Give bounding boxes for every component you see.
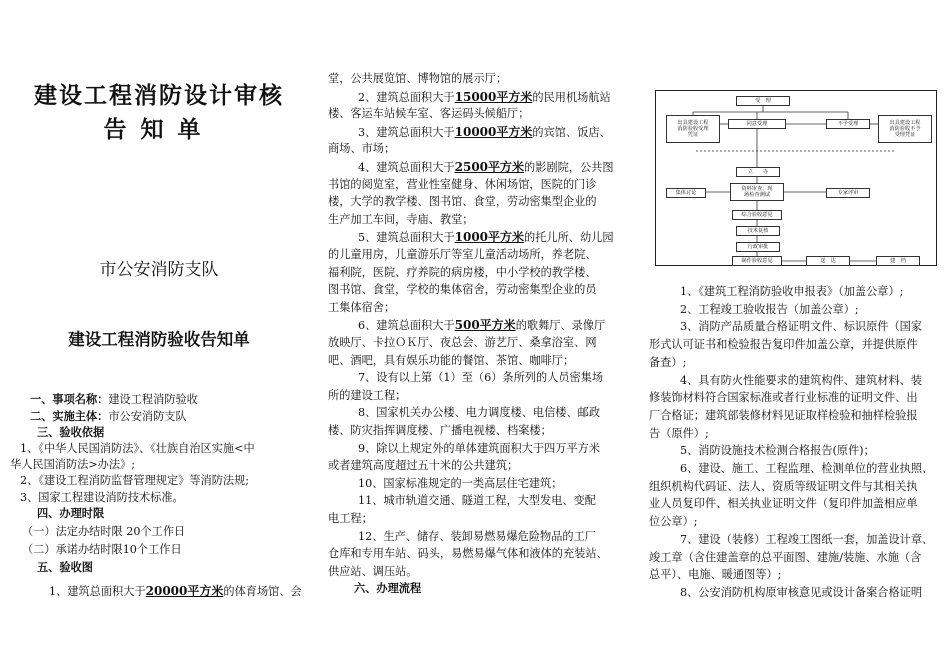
flow-box: 综合验收意见	[732, 210, 782, 220]
line-text: 总平）、电施、暖通图等）;	[649, 568, 782, 582]
line-text: （一）法定办结时限 20个工作日	[22, 525, 186, 538]
col2-line	[328, 423, 552, 439]
col2-line	[358, 124, 611, 141]
line-text: 的民用机场航站	[532, 90, 611, 104]
line-text: 所的建设工程；	[328, 388, 407, 402]
flow-box: 技术复核	[736, 226, 780, 236]
flow-box: 出具建设工程 消防验收不予 受理凭证	[878, 115, 932, 143]
line-text: 4、建筑总面积大于	[358, 161, 455, 174]
line-text: 放映厅、卡拉ＯＫ厅、夜总会、游艺厅、桑拿浴室、网	[328, 336, 597, 349]
col3-line	[649, 426, 709, 442]
line-text: 或者建筑高度超过五十米的公共建筑；	[328, 459, 519, 473]
flow-box: 不予受理	[826, 119, 870, 129]
line-text: 6、建筑总面积大于	[358, 319, 455, 333]
line-text: 商场、市场；	[328, 142, 396, 156]
line-text: 竣工章（含住建盖章的总平面图、建施/装施、水施（含	[649, 550, 922, 564]
line-label: 二、实施主体：	[30, 410, 109, 423]
col3-line	[680, 461, 933, 477]
line-label: 四、办理时限	[37, 507, 105, 520]
col3-line	[649, 408, 918, 424]
line-text: 图书馆、食堂，学校的集体宿舍，劳动密集型企业的员	[328, 283, 597, 297]
flow-box: 专家评审	[826, 188, 870, 198]
line-text: 12、生产、储存、装卸易燃易爆危险物品的工厂	[358, 529, 596, 543]
line-text: 吧、酒吧，具有娱乐功能的餐馆、茶馆、咖啡厅；	[328, 353, 575, 367]
line-label: 三、验收依据	[37, 426, 105, 439]
col2-line	[358, 476, 562, 492]
line-text: 的体育场馆、会	[223, 585, 302, 598]
col2-line	[328, 141, 395, 157]
line-text: 2、工程竣工验收报告（加盖公章）;	[680, 302, 859, 316]
col2-line	[358, 89, 611, 106]
line-text: 3、建筑总面积大于	[358, 125, 455, 139]
col2-line	[358, 159, 614, 176]
col1-line	[22, 542, 182, 558]
line-text: 1、《中华人民国消防法》、《壮族自治区实施<中	[20, 442, 255, 455]
line-text: 组织机构代码证、法人、资质等级证明文件与其相关执	[649, 479, 918, 493]
area-threshold: 10000平方米	[454, 124, 533, 139]
acceptance-notice-title: 建设工程消防验收告知单	[68, 330, 250, 349]
col2-line	[354, 581, 421, 597]
col2-line	[328, 106, 529, 122]
line-text: 楼、客运车站候车室、客运码头候船厅；	[328, 107, 530, 121]
col3-line	[649, 496, 918, 512]
line-text: 2、建筑总面积大于	[358, 90, 455, 104]
line-text: 堂，公共展览馆、博物馆的展示厅；	[328, 72, 508, 85]
area-threshold: 500平方米	[454, 318, 516, 333]
line-text: 市公安消防支队	[108, 410, 187, 423]
line-text: 3、消防产品质量合格证明文件、标识原件（国家	[680, 320, 923, 334]
line-text: 3、国家工程建设消防技术标准。	[20, 491, 184, 504]
col2-line	[328, 335, 597, 351]
line-text: 供应站、调压站。	[328, 564, 418, 578]
line-text: 6、建设、施工、工程监理、检测单位的营业执照、	[680, 462, 934, 475]
col2-line	[358, 493, 596, 509]
line-text: 4、具有防火性能要求的建筑构件、建筑材料、装	[680, 373, 923, 387]
col2-line	[328, 212, 473, 228]
col1-line	[20, 441, 255, 457]
col3-line	[649, 390, 918, 406]
line-text: 告（原件）;	[649, 426, 709, 440]
line-text: 10、国家标准规定的一类高层住宅建筑；	[358, 476, 563, 490]
col2-line	[328, 564, 418, 580]
area-threshold: 20000平方米	[145, 584, 224, 598]
line-text: 备查）;	[649, 355, 687, 369]
line-text: 生产加工车间，寺庙、教堂；	[328, 212, 474, 226]
flow-box: 集体讨论	[666, 188, 706, 198]
flow-box: 立 办	[736, 167, 780, 177]
line-text: 业人员复印件、相关执业证明文件（复印件加盖相应单	[649, 497, 918, 511]
flow-box: 建 档	[876, 256, 920, 266]
col1-line	[30, 409, 187, 425]
line-text: 的儿童用房，儿童游乐厅等室儿童活动场所，养老院、	[328, 248, 597, 261]
area-threshold: 2500平方米	[454, 160, 525, 174]
flow-box: 资料审查、现 场检查测试	[730, 183, 784, 201]
line-text: 5、建筑总面积大于	[358, 231, 455, 245]
line-text: 华人民国消防法>办法》;	[10, 458, 136, 471]
cover-title-line1: 建设工程消防设计审核	[34, 83, 284, 109]
col2-line	[328, 511, 373, 527]
col2-line	[358, 405, 600, 421]
line-text: 书馆的阅览室，营业性室健身、休闲场馆，医院的门诊	[328, 177, 597, 191]
area-threshold: 1000平方米	[454, 230, 525, 245]
col2-line	[328, 388, 406, 404]
line-text: 厂合格证；建筑部装修材料见证取样检验和抽样检验报	[649, 408, 918, 422]
line-text: 仓库和专用车站、码头，易燃易爆气体和液体的充装站、	[328, 547, 608, 561]
col3-line	[649, 337, 918, 353]
col3-line	[680, 284, 903, 300]
process-flowchart	[655, 90, 937, 266]
col2-line	[358, 370, 603, 386]
col1-line	[49, 583, 302, 600]
line-text: 2、《建设工程消防监督管理规定》等消防法规;	[20, 474, 250, 487]
right-column	[638, 0, 950, 672]
col3-line	[649, 514, 698, 530]
col2-line	[328, 546, 608, 562]
col2-line	[328, 282, 597, 298]
col1-line	[37, 506, 104, 522]
col2-line	[358, 317, 605, 334]
col1-line	[37, 560, 93, 576]
line-text: 的歌舞厅、录像厅	[515, 319, 606, 333]
line-text: 楼，大学的教学楼、图书馆、食堂，劳动密集型企业的	[328, 195, 597, 209]
col2-line	[328, 247, 597, 263]
col2-line	[328, 177, 597, 193]
department-name: 市公安消防支队	[99, 260, 219, 280]
col3-line	[649, 479, 918, 495]
line-text: 形式认可证书和检验报告复印件加盖公章，并提供原件	[649, 338, 918, 352]
flow-box: 行政审批	[736, 242, 780, 252]
line-text: 8、国家机关办公楼、电力调度楼、电信楼、邮政	[358, 406, 601, 420]
line-label: 五、验收图	[37, 561, 93, 574]
line-text: 楼、防灾指挥调度楼、广播电视楼、档案楼；	[328, 424, 552, 437]
line-text: 的影剧院，公共图	[524, 161, 614, 174]
col3-line	[680, 532, 933, 548]
col2-line	[358, 529, 596, 545]
col1-line	[22, 524, 185, 540]
line-text: 修装饰材料符合国家标准或者行业标准的证明文件、出	[649, 391, 918, 405]
line-text: 福利院，医院、疗养院的病房楼，中小学校的教学楼、	[328, 265, 597, 279]
line-text: 工集体宿舍；	[328, 300, 396, 314]
line-text: 11、城市轨道交通、隧道工程，大型发电、变配	[358, 494, 596, 508]
col3-line	[649, 550, 921, 566]
line-text: 1、建筑总面积大于	[49, 585, 146, 598]
line-text: 7、设有以上第（1）至（6）条所列的人员密集场	[358, 371, 604, 385]
left-column	[0, 0, 318, 672]
line-label: 一、事项名称：	[30, 393, 109, 406]
line-text: （二）承诺办结时限10个工作日	[22, 543, 182, 556]
col2-line	[328, 71, 507, 87]
col3-line	[649, 355, 686, 371]
col3-line	[680, 443, 875, 459]
col3-line	[680, 319, 922, 335]
col1-line	[10, 457, 135, 473]
line-text: 1、《建筑工程消防验收申报表》（加盖公章）;	[680, 285, 904, 298]
col3-line	[649, 567, 781, 583]
col2-line	[328, 300, 395, 316]
line-text: 8、公安消防机构原审核意见或设计备案合格证明	[680, 585, 923, 599]
col1-line	[37, 425, 104, 441]
line-text: 六、办理流程	[354, 582, 422, 596]
col2-line	[358, 441, 600, 457]
area-threshold: 15000平方米	[454, 89, 533, 104]
col3-line	[680, 373, 922, 389]
flow-box: 同意受理	[728, 119, 786, 129]
col1-line	[20, 473, 249, 489]
col2-line	[328, 353, 574, 369]
flow-box: 受 理	[736, 96, 790, 106]
line-text: 电工程；	[328, 512, 373, 525]
col3-line	[680, 302, 859, 318]
line-text: 建设工程消防验收	[108, 393, 198, 406]
line-text: 5、消防设施技术检测合格报告(原件)；	[680, 444, 875, 458]
line-text: 的宾馆、饭店、	[532, 125, 611, 139]
line-text: 的托儿所、幼儿园	[524, 231, 614, 245]
col2-line	[358, 229, 614, 246]
col1-line	[20, 490, 184, 506]
col1-line	[30, 392, 198, 408]
flow-box: 送 达	[806, 256, 850, 266]
line-text: 9、除以上规定外的单体建筑面积大于四万平方米	[358, 441, 601, 455]
middle-column	[318, 0, 638, 672]
flow-box: 制作验收意见	[732, 256, 782, 266]
flow-box: 出具建设工程 消防验收受理 凭证	[666, 115, 720, 143]
col2-line	[328, 194, 597, 210]
col3-line	[680, 585, 922, 601]
line-text: 位公章）;	[649, 515, 698, 529]
cover-title-line2: 告知单	[103, 117, 215, 143]
line-text: 7、建设（装修）工程竣工图纸一套，加盖设计章、	[680, 532, 934, 546]
col2-line	[328, 458, 518, 474]
col2-line	[328, 265, 597, 281]
